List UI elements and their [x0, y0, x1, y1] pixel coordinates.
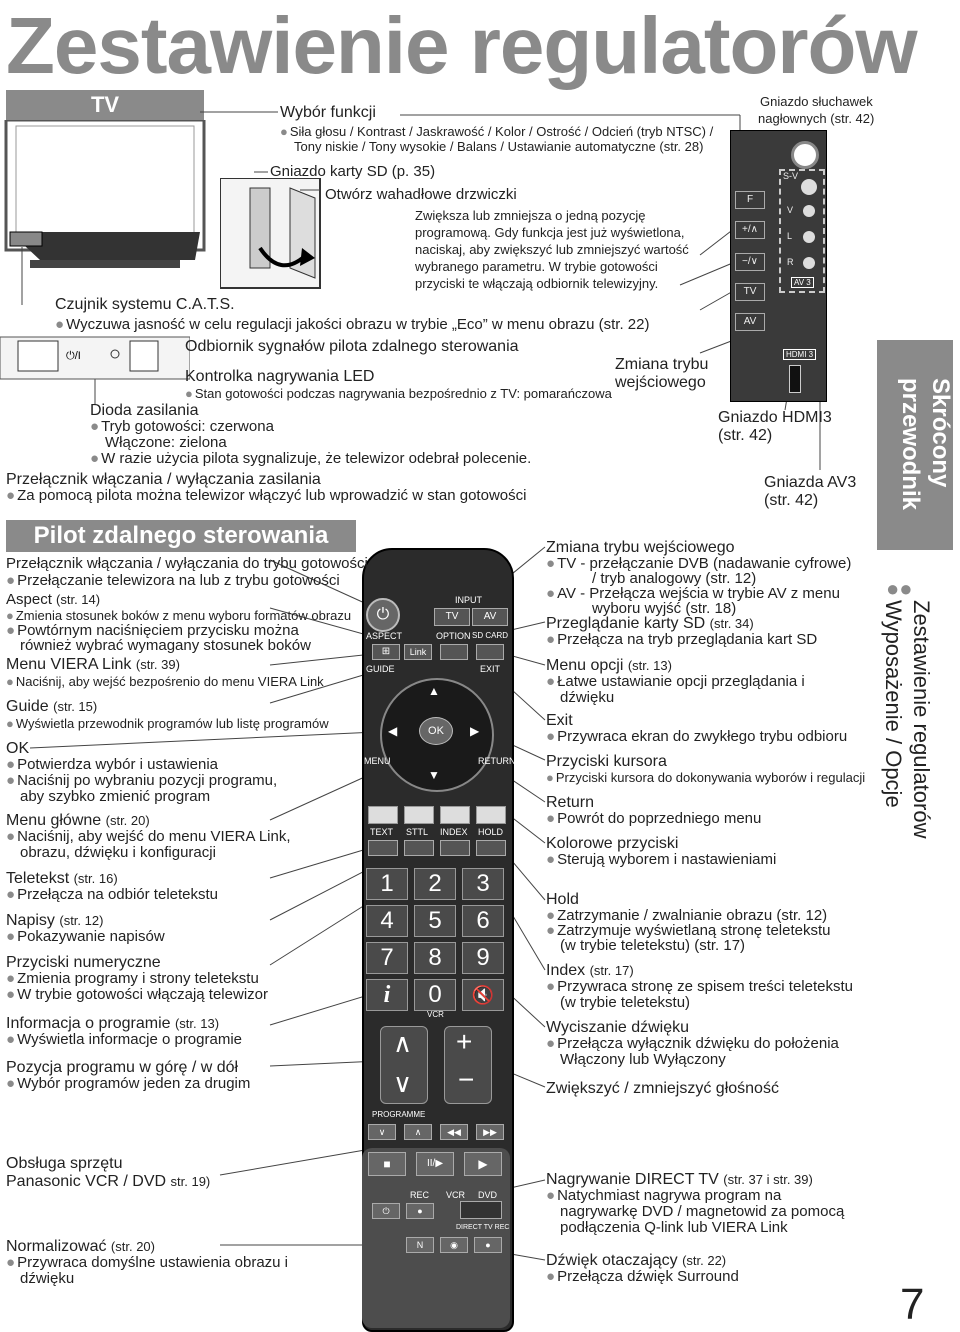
hold-desc-1: ● Zatrzymanie / zwalnianie obrazu (str. 12) [546, 908, 827, 924]
exit-title: Exit [546, 712, 573, 729]
panel-button-tv[interactable]: TV [735, 283, 765, 301]
viera-menu-desc: ● Naciśnij, aby wejść bezpośrenio do menu VIERA Link [6, 674, 324, 689]
cats-label: Czujnik systemu C.A.T.S. [55, 296, 235, 313]
remote-tv-button[interactable]: TV [434, 608, 470, 626]
color-keys-desc: ● Sterują wyborem i nastawieniami [546, 852, 776, 868]
button-column [735, 191, 765, 331]
remote-digit-8[interactable]: 8 [414, 942, 456, 974]
index-desc-2: (w trybie teletekstu) [560, 994, 691, 1011]
remote-option-button[interactable] [440, 644, 468, 660]
panel-button-av[interactable]: AV [735, 313, 765, 331]
teletext-ref: (str. 16) [73, 871, 118, 886]
input-mode-label-1: Zmiana trybu [615, 356, 709, 373]
volume-down-icon[interactable]: − [458, 1064, 475, 1095]
normalize-desc-1: ● Przywraca domyślne ustawienia obrazu i [6, 1255, 288, 1271]
cats-desc: ● Wyczuwa jasność w celu regulacji jakości obrazu w trybie „Eco” w menu obrazu (str. 22) [55, 317, 649, 333]
headphone-label-2: nagłownych (str. 42) [758, 111, 875, 126]
numeric-title: Przyciski numeryczne [6, 954, 161, 971]
direct-tv-desc-2: nagrywarkę DVD / magnetowid za pomocą [560, 1203, 845, 1220]
power-led-standby: ● Tryb gotowości: czerwona [90, 419, 274, 435]
aspect-title: Aspect [6, 591, 52, 608]
audio-r-jack-icon[interactable] [803, 257, 815, 269]
open-door-label: Otwórz wahadłowe drzwiczki [325, 186, 517, 203]
remote-digit-7[interactable]: 7 [366, 942, 408, 974]
direct-tv-title: Nagrywanie DIRECT TV [546, 1171, 719, 1188]
remote-n-button[interactable]: N [406, 1237, 434, 1253]
remote-digit-0[interactable]: 0 [414, 979, 456, 1011]
vcr2-label: VCR [446, 1190, 466, 1200]
ok-title: OK [6, 740, 30, 757]
front-panel-illustration [0, 333, 190, 383]
dpad-left-icon[interactable]: ◀ [388, 724, 398, 738]
panel-button-minus[interactable]: −/∨ [735, 253, 765, 271]
hold-title: Hold [546, 891, 579, 908]
sd-browse-ref: (str. 34) [709, 616, 754, 631]
video-jack-icon[interactable] [803, 205, 815, 217]
remote-digit-9[interactable]: 9 [462, 942, 504, 974]
remote-vcr-dvd-switch[interactable] [460, 1201, 502, 1219]
sd-browse-desc: ● Przełącza na tryb przeglądania kart SD [546, 632, 817, 648]
program-desc-1: Zwiększa lub zmniejsza o jedną pozycję [415, 208, 646, 223]
index-label: INDEX [440, 827, 468, 837]
remote-digit-4[interactable]: 4 [366, 905, 408, 937]
option-menu-desc-2: dźwięku [560, 689, 615, 706]
input-mode-desc-1: ● TV - przełączanie DVB (nadawanie cyfrowe) [546, 556, 851, 572]
remote-text-button[interactable] [368, 840, 398, 856]
input-mode-desc-3: ● AV - Przełącza wejścia w trybie AV z menu [546, 586, 840, 602]
input-mode-title: Zmiana trybu wejściowego [546, 539, 735, 556]
input-mode-desc-2: / tryb analogowy (str. 12) [592, 570, 757, 587]
ok-desc-2: ● Naciśnij po wybraniu pozycji programu, [6, 773, 277, 789]
direct-tv-ref: (str. 37 i str. 39) [723, 1172, 813, 1187]
guide-desc: ● Wyświetla przewodnik programów lub listę programów [6, 716, 329, 731]
volume-up-icon[interactable]: + [456, 1026, 473, 1057]
remote-power-button[interactable]: ⏻ [366, 598, 400, 632]
hdmi3-label: HDMI 3 [783, 349, 816, 360]
headphone-label-1: Gniazdo słuchawek [760, 94, 873, 109]
info-desc: ● Wyświetla informacje o programie [6, 1032, 242, 1048]
remote-digit-5[interactable]: 5 [414, 905, 456, 937]
side-tab-item-2: Wyposażenie / Opcje [881, 600, 906, 808]
tv-header: TV [6, 90, 204, 120]
remote-color-green[interactable] [404, 806, 434, 824]
remote-menu-button[interactable]: MENU [364, 756, 391, 766]
remote-return-button[interactable]: RETURN [478, 756, 516, 766]
remote-stop-button[interactable]: ■ [368, 1152, 406, 1176]
program-desc-5: przyciski te włączają odbiornik telewizyjny. [415, 276, 659, 291]
main-menu-title: Menu główne [6, 812, 102, 829]
program-desc-3: naciskaj, aby zwiększyć lub zmniejszyć wartość [415, 242, 689, 257]
remote-mute-button[interactable] [462, 979, 504, 1011]
svg-text:⏻/I: ⏻/I [66, 350, 81, 362]
remote-index-button[interactable] [440, 840, 470, 856]
wybor-funkcji-label: Wybór funkcji [280, 104, 376, 121]
main-menu-desc-1: ● Naciśnij, aby wejść do menu VIERA Link, [6, 829, 291, 845]
side-panel [730, 130, 827, 402]
remote-info-button[interactable]: i [366, 979, 408, 1011]
hdmi3-jack-label-1: Gniazdo HDMI3 [718, 409, 832, 426]
option-menu-desc-1: ● Łatwe ustawianie opcji przeglądania i [546, 674, 805, 690]
device-title: Obsługa sprzętu [6, 1155, 123, 1172]
side-tab-title: Skrócony przewodnik [897, 378, 954, 511]
remote-color-red[interactable] [368, 806, 398, 824]
aspect-ref: (str. 14) [56, 592, 101, 607]
panel-button-f[interactable]: F [735, 191, 765, 209]
aspect-desc-1: ● Zmienia stosunek boków z menu wyboru formatów obrazu [6, 608, 351, 623]
dpad-right-icon[interactable]: ▶ [470, 724, 480, 738]
remote-header: Pilot zdalnego sterowania [6, 520, 356, 552]
remote-surround-button[interactable]: ◉ [440, 1237, 468, 1253]
svideo-jack-icon[interactable] [801, 179, 817, 195]
remote-device-power-button[interactable]: ⏻ [372, 1203, 400, 1219]
input-mode-desc-4: wyboru wyjść (str. 18) [592, 600, 737, 617]
prog-updown-title: Pozycja programu w górę / w dół [6, 1059, 239, 1076]
mute-desc-2: Włączony lub Wyłączony [560, 1051, 726, 1068]
remote-color-yellow[interactable] [440, 806, 470, 824]
aspect-desc-2: ● Powtórnym naciśnięciem przycisku można [6, 623, 299, 639]
hold-desc-2: ● Zatrzymuje wyświetlaną stronę teletekstu [546, 923, 831, 939]
ok-desc-3: aby szybko zmienić program [20, 788, 211, 805]
remote-sttl-button[interactable] [404, 840, 434, 856]
remote-pause-button[interactable]: II/▶ [416, 1152, 454, 1176]
sd-browse-title: Przeglądanie karty SD [546, 615, 706, 632]
info-ref: (str. 13) [174, 1016, 220, 1031]
direct-tv-desc-1: ● Natychmiast nagrywa program na [546, 1188, 781, 1204]
hdmi3-jack-label-2: (str. 42) [718, 427, 773, 444]
v-label: V [787, 205, 794, 215]
remote-direct-tv-rec-button[interactable]: ● [474, 1237, 502, 1253]
remote-rewind-button[interactable]: ◀◀ [440, 1124, 468, 1140]
volume-title: Zwiększyć / zmniejszyć głośność [546, 1080, 779, 1097]
teletext-title: Teletekst [6, 870, 70, 887]
direct-tv-rec-label: DIRECT TV REC [456, 1224, 510, 1231]
main-menu-desc-2: obrazu, dźwięku i konfiguracji [20, 844, 216, 861]
av3-jack-group [779, 169, 825, 293]
main-menu-ref: (str. 20) [105, 813, 150, 828]
side-tab-bullets: ●● [886, 576, 913, 601]
surround-title: Dźwięk otaczający [546, 1252, 678, 1269]
remote-guide-button[interactable]: GUIDE [366, 664, 395, 674]
surround-desc: ● Przełącza dźwięk Surround [546, 1269, 739, 1285]
standby-switch-desc: ● Przełączanie telewizora na lub z trybu gotowości [6, 573, 340, 589]
aspect-desc-3: również wybrać wymagany stosunek boków [20, 637, 311, 654]
receiver-label: Odbiornik sygnałów pilota zdalnego sterowania [185, 338, 519, 355]
rec-led-label: Kontrolka nagrywania LED [185, 368, 375, 385]
numeric-desc-2: ● W trybie gotowości włączają telewizor [6, 987, 268, 1003]
remote-sdcard-button[interactable] [476, 644, 504, 660]
wybor-funkcji-desc-1: ● Siła głosu / Kontrast / Jaskrawość / Kolor / Ostrość / Odcień (tryb NTSC) / [280, 124, 713, 139]
prog-updown-desc: ● Wybór programów jeden za drugim [6, 1076, 250, 1092]
panel-button-plus[interactable]: +/∧ [735, 221, 765, 239]
ok-desc-1: ● Potwierdza wybór i ustawienia [6, 757, 218, 773]
sttl-label: STTL [406, 827, 429, 837]
option-menu-title: Menu opcji [546, 657, 624, 674]
subtitles-desc: ● Pokazywanie napisów [6, 929, 165, 945]
standby-switch-label: Przełącznik włączania / wyłączania do trybu gotowości [6, 555, 368, 572]
subtitles-title: Napisy [6, 912, 55, 929]
power-switch-desc: ● Za pomocą pilota można telewizor włączyć lub wprowadzić w stan gotowości [6, 488, 526, 504]
index-desc-1: ● Przywraca stronę ze spisem treści teletekstu [546, 979, 853, 995]
exit-desc: ● Przywraca ekran do zwykłego trybu odbioru [546, 729, 847, 745]
hold-label: HOLD [478, 827, 504, 837]
channel-up-icon[interactable]: ∧ [393, 1028, 413, 1058]
normalize-title: Normalizować [6, 1238, 107, 1255]
programme-label: PROGRAMME [372, 1110, 426, 1119]
text-label: TEXT [370, 827, 394, 837]
direct-tv-desc-3: podłączenia Q-link lub VIERA Link [560, 1219, 788, 1236]
power-led-label: Dioda zasilania [90, 402, 199, 419]
side-tab-item-1: Zestawienie regulatorów [909, 600, 934, 839]
cursor-title: Przyciski kursora [546, 753, 667, 770]
sdcard-label: SD CARD [472, 631, 509, 640]
remote-digit-1[interactable]: 1 [366, 868, 408, 900]
viera-menu-ref: (str. 39) [135, 657, 180, 672]
vcr-label: VCR [427, 1010, 444, 1019]
remote-aspect-button[interactable]: ⊞ [372, 644, 400, 660]
normalize-desc-2: dźwięku [20, 1270, 75, 1287]
wybor-funkcji-desc-2: Tony niskie / Tony wysokie / Balans / Ustawianie automatyczne (str. 28) [294, 139, 704, 154]
viera-menu-title: Menu VIERA Link [6, 656, 132, 673]
numeric-desc-1: ● Zmienia programy i strony teletekstu [6, 971, 259, 987]
rec-led-desc: ● Stan gotowości podczas nagrywania bezpośrednio z TV: pomarańczowa [185, 386, 612, 401]
remote-play-button[interactable]: ▶ [464, 1152, 502, 1176]
av3-label: AV 3 [791, 277, 814, 288]
program-desc-2: programową. Gdy funkcja jest już wyświetlona, [415, 225, 685, 240]
av3-jack-label-2: (str. 42) [764, 492, 819, 509]
remote-link-button[interactable]: Link [404, 644, 432, 660]
remote-digit-6[interactable]: 6 [462, 905, 504, 937]
teletext-desc: ● Przełącza na odbiór teletekstu [6, 887, 218, 903]
power-switch-label: Przełącznik włączania / wyłączania zasilania [6, 471, 321, 488]
power-led-on: Włączone: zielona [105, 434, 227, 451]
remote-exit-button[interactable]: EXIT [480, 664, 501, 674]
remote-digit-2[interactable]: 2 [414, 868, 456, 900]
channel-down-icon[interactable]: ∨ [393, 1068, 413, 1098]
r-label: R [787, 257, 794, 267]
hdmi3-port-icon[interactable] [789, 365, 801, 393]
index-title: Index [546, 962, 586, 979]
headphone-jack-icon[interactable] [791, 141, 819, 169]
return-desc: ● Powrót do poprzedniego menu [546, 811, 761, 827]
remote-hold-button[interactable] [476, 840, 506, 856]
option-label: OPTION [436, 631, 471, 641]
device-title-2: Panasonic VCR / DVD [6, 1173, 167, 1190]
hold-desc-3: (w trybie teletekstu) (str. 17) [560, 937, 746, 954]
l-label: L [787, 231, 793, 241]
page-number: 7 [900, 1280, 925, 1329]
dvd-label: DVD [478, 1190, 498, 1200]
remote-prog-up-button[interactable]: ∧ [404, 1124, 432, 1140]
input-label: INPUT [455, 595, 482, 605]
av3-jack-label-1: Gniazda AV3 [764, 474, 857, 491]
guide-ref: (str. 15) [53, 699, 98, 714]
dpad-down-icon[interactable]: ▼ [428, 768, 440, 782]
color-keys-title: Kolorowe przyciski [546, 835, 679, 852]
mute-icon: 🔇 [471, 985, 495, 1005]
surround-ref: (str. 22) [682, 1253, 727, 1268]
remote-digit-3[interactable]: 3 [462, 868, 504, 900]
power-led-remote: ● W razie użycia pilota sygnalizuje, że telewizor odebrał polecenie. [90, 451, 531, 467]
device-ref: str. 19) [170, 1174, 211, 1189]
subtitles-ref: (str. 12) [59, 913, 104, 928]
info-title: Informacja o programie [6, 1015, 171, 1032]
return-title: Return [546, 794, 595, 811]
mute-desc-1: ● Przełącza wyłącznik dźwięku do położenia [546, 1036, 839, 1052]
audio-l-jack-icon[interactable] [803, 231, 815, 243]
remote-ok-button[interactable]: OK [419, 717, 453, 745]
normalize-ref: (str. 20) [110, 1239, 155, 1254]
remote-prog-down-button[interactable]: ∨ [368, 1124, 396, 1140]
sv-label: S-V [783, 171, 799, 181]
rec-label: REC [410, 1190, 430, 1200]
remote-rec-button[interactable]: ● [406, 1203, 434, 1219]
program-desc-4: wybranego parametru. W trybie gotowości [415, 259, 658, 274]
mute-title: Wyciszanie dźwięku [546, 1019, 690, 1036]
dpad-up-icon[interactable]: ▲ [428, 684, 440, 698]
sd-card-slot-label: Gniazdo karty SD (p. 35) [270, 163, 436, 180]
guide-title: Guide [6, 698, 49, 715]
remote-ff-button[interactable]: ▶▶ [476, 1124, 504, 1140]
cursor-desc: ● Przyciski kursora do dokonywania wyborów i regulacji [546, 770, 865, 785]
remote-color-blue[interactable] [476, 806, 506, 824]
option-menu-ref: (str. 13) [627, 658, 672, 673]
aspect-label: ASPECT [366, 631, 403, 641]
index-ref: (str. 17) [589, 963, 634, 978]
page-title: Zestawienie regulatorów [6, 1, 917, 90]
input-mode-label-2: wejściowego [615, 374, 706, 391]
remote-av-button[interactable]: AV [472, 608, 508, 626]
